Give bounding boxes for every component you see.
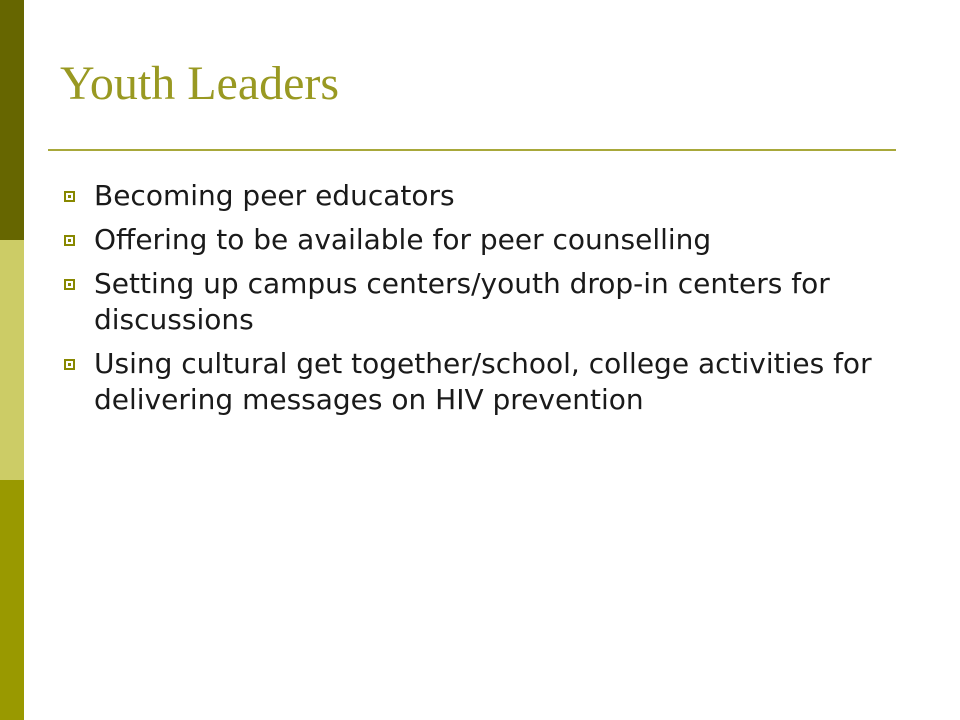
side-strip-top — [0, 0, 24, 240]
side-strip-middle — [0, 240, 24, 480]
title-underline — [48, 149, 896, 151]
bullet-text: Offering to be available for peer counselling — [94, 223, 712, 256]
bullet-item — [64, 266, 884, 338]
bullet-item — [64, 222, 884, 258]
side-strip-bottom — [0, 480, 24, 720]
bullet-text: Setting up campus centers/youth drop-in centers for discussions — [94, 267, 830, 336]
bullet-list — [64, 178, 884, 426]
bullet-text: Becoming peer educators — [94, 179, 455, 212]
bullet-item — [64, 346, 884, 418]
bullet-item — [64, 178, 884, 214]
square-bullet-icon — [64, 191, 75, 202]
square-bullet-icon — [64, 235, 75, 246]
bullet-text: Using cultural get together/school, college activities for delivering messages on HIV prevention — [94, 347, 872, 416]
slide-title: Youth Leaders — [60, 57, 340, 110]
square-bullet-icon — [64, 279, 75, 290]
square-bullet-icon — [64, 359, 75, 370]
